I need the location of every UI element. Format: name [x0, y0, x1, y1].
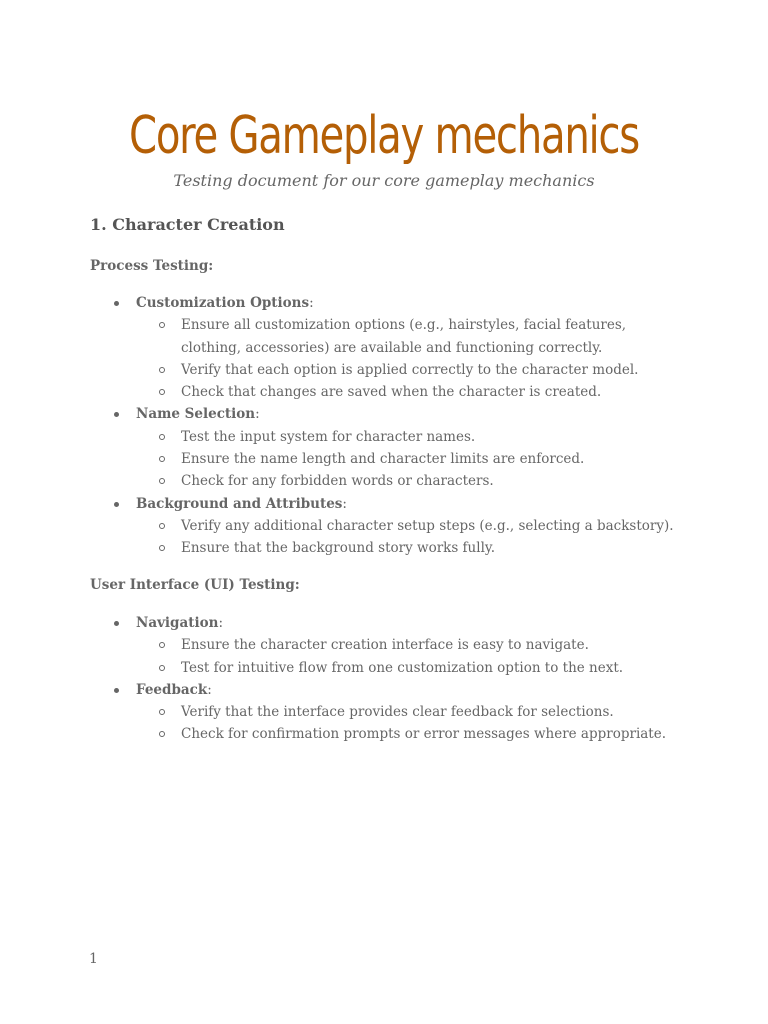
sub-list-item — [90, 537, 690, 559]
item-suffix: : — [207, 681, 212, 698]
process-testing-list — [90, 292, 690, 560]
hollow-bullet-icon — [159, 389, 165, 395]
hollow-bullet-icon — [159, 367, 165, 373]
sub-item-text: Test the input system for character names. — [181, 428, 476, 445]
hollow-bullet-icon — [159, 434, 165, 440]
sub-item-text: Verify any additional character setup steps (e.g., selecting a backstory). — [181, 517, 674, 534]
item-label: Name Selection — [136, 406, 256, 423]
list-item — [90, 493, 690, 515]
hollow-bullet-icon — [159, 665, 165, 671]
item-suffix: : — [255, 406, 260, 423]
sub-list-item — [90, 448, 690, 470]
sub-list-item — [90, 314, 690, 359]
document-title: Core Gameplay mechanics — [129, 106, 639, 166]
sub-list-item — [90, 723, 690, 745]
bullet-icon — [114, 688, 119, 693]
hollow-bullet-icon — [159, 322, 165, 328]
sub-list-item — [90, 470, 690, 492]
hollow-bullet-icon — [159, 523, 165, 529]
sub-list-item — [90, 426, 690, 448]
item-suffix: : — [342, 495, 347, 512]
group-heading-ui-testing: User Interface (UI) Testing: — [90, 577, 300, 593]
bullet-icon — [114, 621, 119, 626]
hollow-bullet-icon — [159, 709, 165, 715]
sub-item-text: Ensure that the background story works fully. — [181, 540, 496, 557]
sub-item-text: Test for intuitive flow from one customization option to the next. — [181, 659, 624, 676]
list-item — [90, 612, 690, 634]
item-label: Customization Options — [136, 295, 310, 311]
sub-item-text: Check that changes are saved when the character is created. — [181, 384, 602, 401]
sub-item-text: Check for confirmation prompts or error messages where appropriate. — [181, 726, 667, 743]
sub-list-item — [90, 515, 690, 537]
sub-item-text: Ensure the character creation interface is easy to navigate. — [181, 637, 589, 654]
hollow-bullet-icon — [159, 545, 165, 551]
sub-list-item — [90, 701, 690, 723]
hollow-bullet-icon — [159, 456, 165, 462]
list-item — [90, 679, 690, 701]
group-heading-process-testing: Process Testing: — [90, 258, 214, 274]
sub-list-item — [90, 359, 690, 381]
sub-item-text: Check for any forbidden words or characters. — [181, 473, 494, 490]
list-item — [90, 292, 690, 314]
hollow-bullet-icon — [159, 642, 165, 648]
sub-list-item — [90, 634, 690, 656]
list-item — [90, 403, 690, 425]
hollow-bullet-icon — [159, 478, 165, 484]
item-label: Navigation — [136, 615, 219, 631]
bullet-icon — [114, 301, 119, 306]
page-number: 1 — [89, 951, 98, 967]
sub-item-text: Ensure the name length and character limits are enforced. — [181, 451, 585, 468]
sub-item-text: Verify that the interface provides clear feedback for selections. — [181, 704, 614, 721]
section-heading: 1. Character Creation — [90, 215, 285, 234]
sub-list-item — [90, 657, 690, 679]
hollow-bullet-icon — [159, 731, 165, 737]
item-suffix: : — [218, 615, 223, 631]
sub-item-text: Verify that each option is applied correctly to the character model. — [181, 361, 639, 378]
document-subtitle: Testing document for our core gameplay mechanics — [173, 171, 595, 190]
sub-list-item — [90, 381, 690, 403]
item-label: Feedback — [136, 681, 208, 698]
sub-item-text: Ensure all customization options (e.g., hairstyles, facial features, clothing, accessories) are available and functioning correctly. — [181, 317, 627, 356]
bullet-icon — [114, 502, 119, 507]
item-suffix: : — [309, 295, 314, 311]
ui-testing-list — [90, 612, 690, 746]
bullet-icon — [114, 412, 119, 417]
item-label: Background and Attributes — [136, 495, 343, 512]
